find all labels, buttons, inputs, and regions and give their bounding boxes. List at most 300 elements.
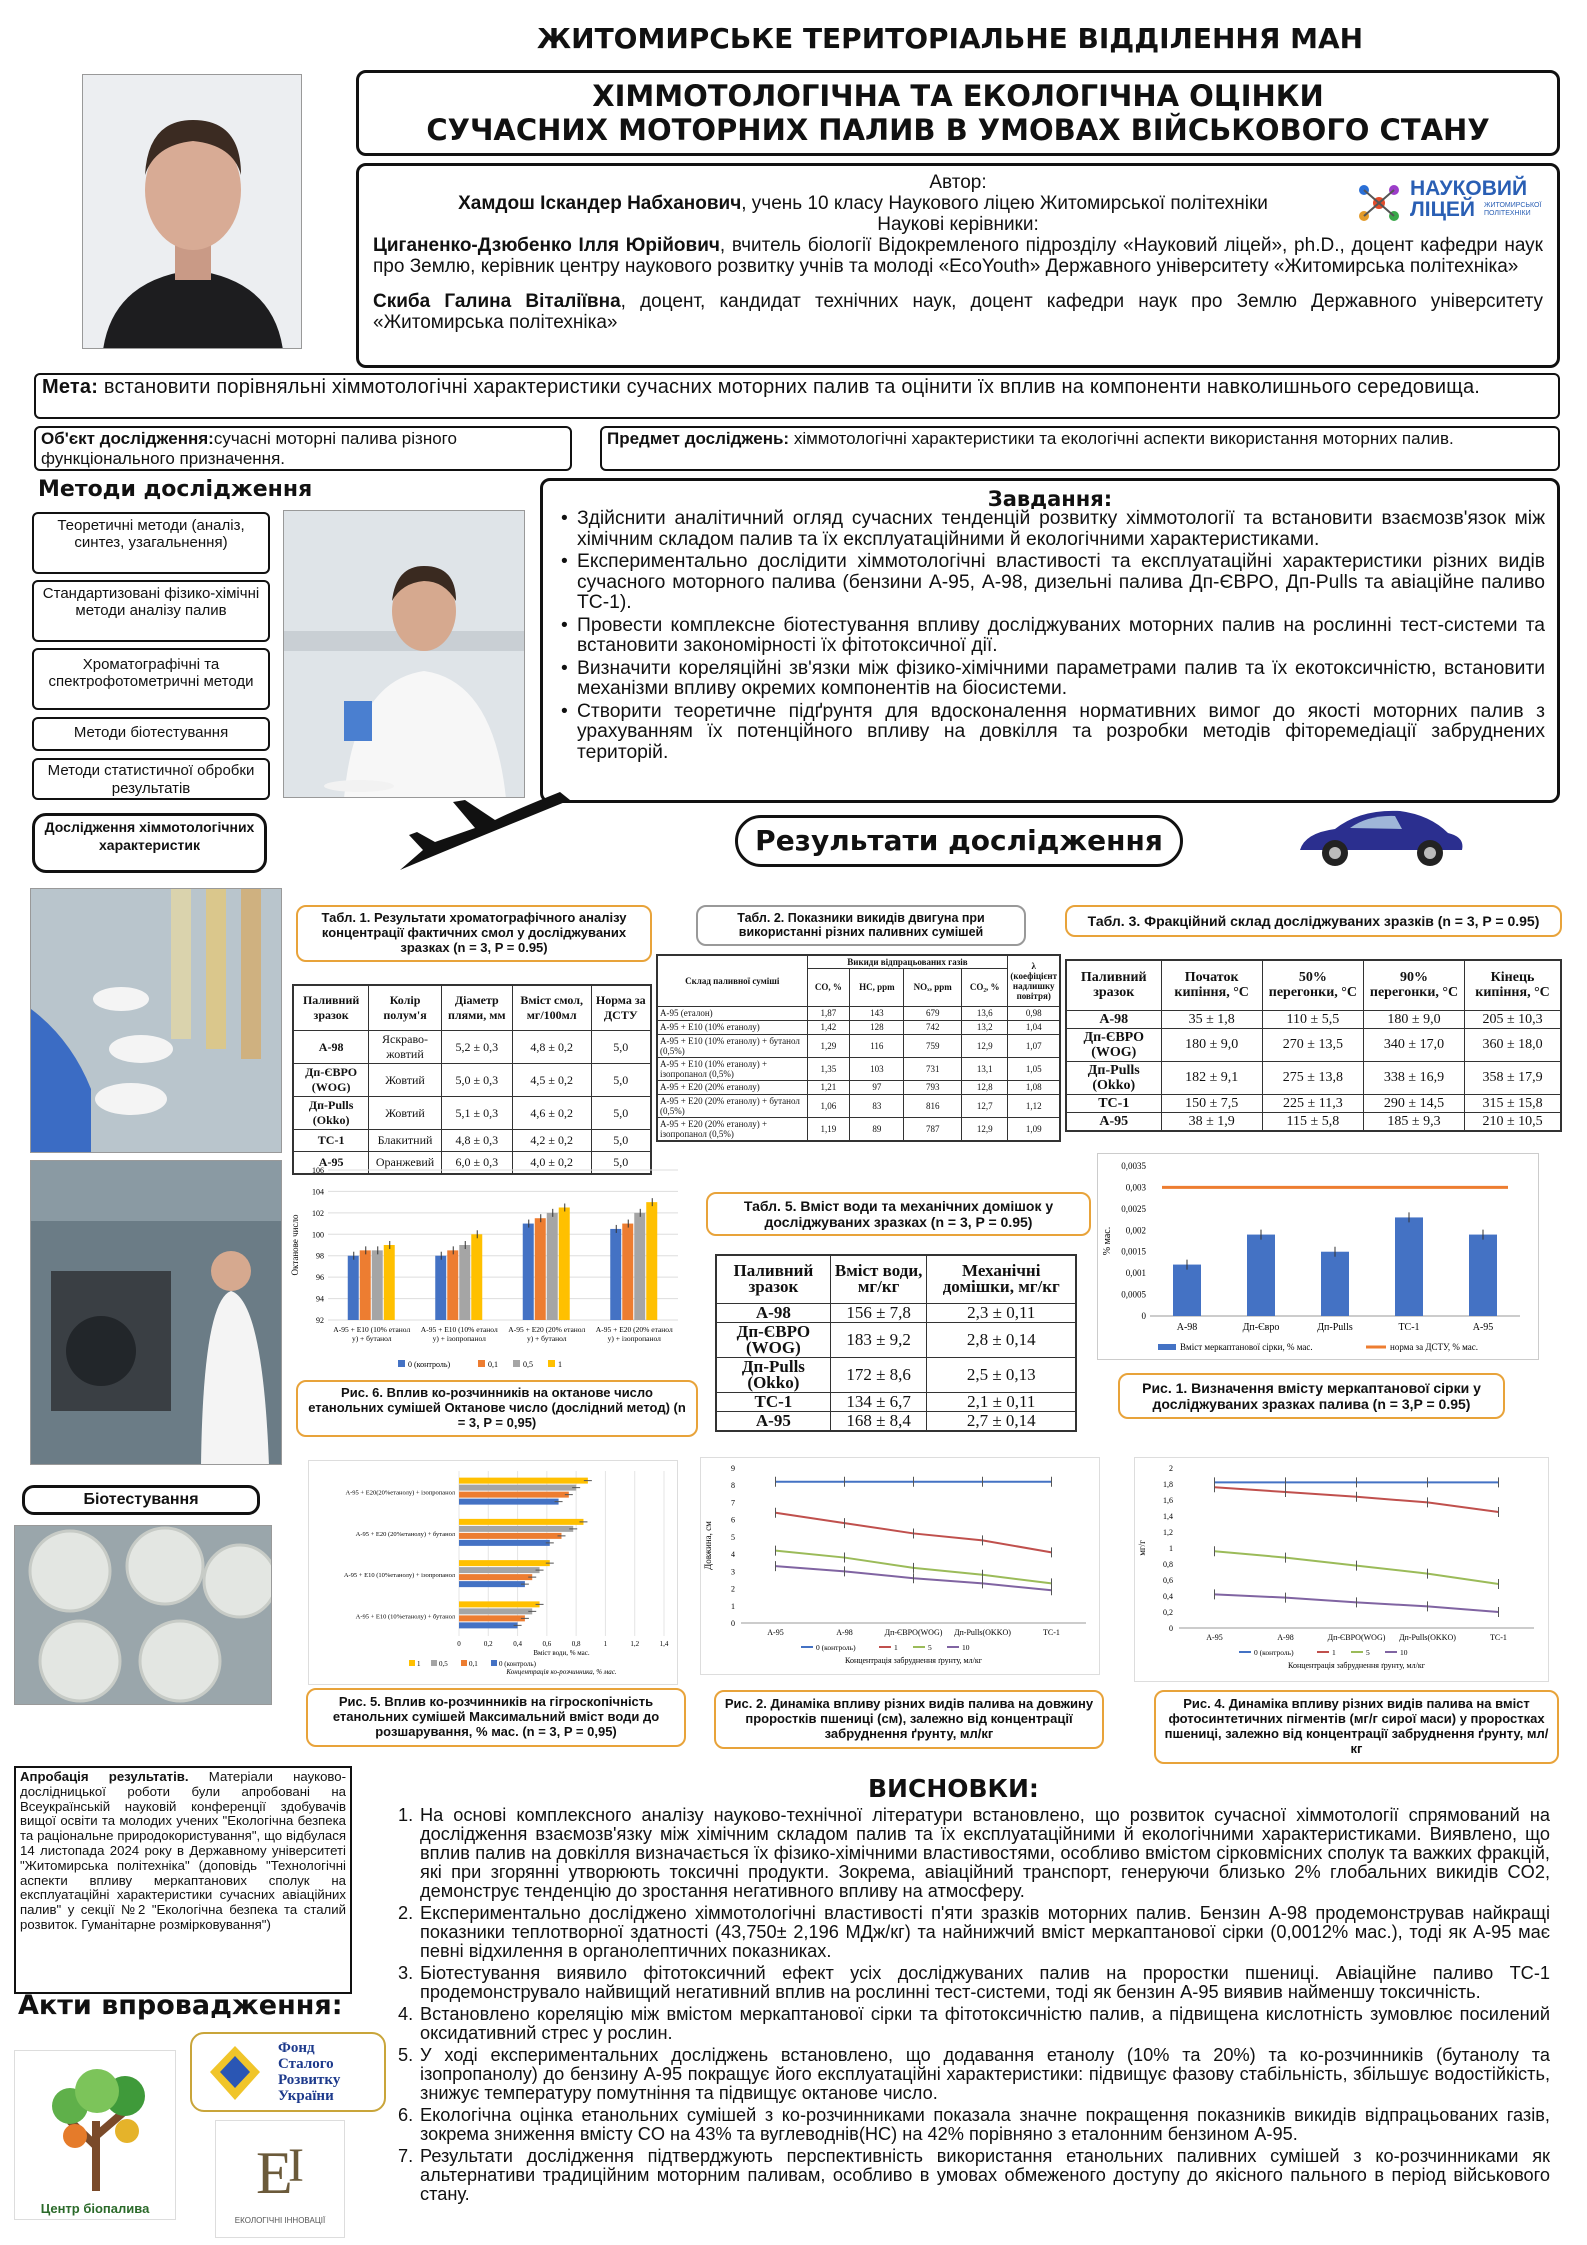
conclusion-item: 2. Експериментально досліджено хіммотологічні властивості п'яти зразків моторних палив. Бензин А-98 продемонстрував найкращі показники теплотворної здатності (43,750± 2,196 МДж/кг) та найнижчий вміст меркаптанової сірки (0,0012% мас.), тоді як А-95 має певні відхилення в органолептичних показниках. [398, 1903, 1550, 1961]
advisor-2 [373, 291, 1543, 333]
table-cell: 143 [850, 1006, 904, 1020]
table-cell: 116 [850, 1034, 904, 1057]
table-cell: ТС-1 [293, 1130, 369, 1152]
y-tick-label: 8 [731, 1481, 735, 1491]
table-cell: Жовтий [369, 1097, 442, 1130]
table-row [657, 1020, 1060, 1034]
fig1-chart [1097, 1153, 1539, 1360]
table-row [293, 1130, 651, 1152]
y-tick-label: 1,8 [1163, 1480, 1173, 1489]
x-axis-label: Концентрація забруднення ґрунту, мл/кг [1288, 1661, 1425, 1670]
legend-label: 0 (контроль) [816, 1643, 856, 1652]
fig4-caption: Рис. 4. Динаміка впливу різних видів палива на вміст фотосинтетичних пігментів (мг/г сирої маси) у проростках пшениці, залежно від концентрації забруднення ґрунту, мл/кг [1154, 1690, 1559, 1764]
table5-caption: Табл. 5. Вміст води та механічних домішок у досліджуваних зразках (n = 3, P = 0.95) [706, 1192, 1091, 1236]
y-tick-label: 5 [731, 1532, 735, 1542]
object-text: сучасні моторні палива різного функціонального призначення. [41, 429, 457, 468]
table-cell: 5,0 [591, 1152, 651, 1174]
y-tick-label: 2 [1169, 1464, 1173, 1473]
conclusions-title: ВИСНОВКИ: [868, 1774, 1039, 1803]
bar [1173, 1265, 1201, 1316]
table-cell: ТС-1 [1066, 1094, 1161, 1112]
y-axis-label: Довжина, см [703, 1521, 713, 1570]
table-cell: 168 ± 8,4 [830, 1411, 927, 1431]
y-tick-label: А-95 + Е20 (20%етанолу) + бутанол [355, 1530, 455, 1538]
table-cell: А-95 + Е10 (10% етанолу) [657, 1020, 807, 1034]
subject-label: Предмет досліджень: [607, 429, 790, 448]
y-tick-label: 0,002 [1125, 1225, 1146, 1236]
lyceum-logo [1354, 178, 1554, 230]
fig2-svg [701, 1458, 1099, 1674]
svg-text:І: І [288, 2139, 304, 2192]
bar [646, 1202, 657, 1320]
table-cell: А-95 (еталон) [657, 1006, 807, 1020]
y-tick-label: 106 [312, 1166, 324, 1175]
hc-label: Дослідження хіммотологічних характеристик [32, 813, 267, 873]
lyceum-logo-line2: ЛІЦЕЙ [1410, 198, 1476, 221]
author-info: , учень 10 класу Наукового ліцею Житомирської політехніки [741, 193, 1268, 214]
advisor-1-name: Циганенко-Дзюбенко Ілля Юрійович [373, 235, 720, 256]
x-tick-label: А-95 + Е10 (10% етанол [420, 1325, 498, 1334]
table-cell: 4,2 ± 0,2 [512, 1130, 591, 1152]
table1 [292, 905, 652, 1175]
y-tick-label: А-95 + Е10 (10%етанолу) + ізопропанол [343, 1572, 455, 1580]
table-cell: Дп-ЄВРО (WOG) [293, 1064, 369, 1097]
bar [459, 1499, 559, 1505]
author-name: Хамдош Іскандер Набханович [458, 193, 742, 214]
bar [1469, 1235, 1497, 1316]
table-header: Колір полум'я [369, 985, 442, 1031]
x-tick-label: у) + бутанол [351, 1334, 392, 1343]
table-row [716, 1303, 1076, 1322]
legend-label: 1 [1332, 1648, 1336, 1657]
table5 [706, 1192, 1091, 1432]
table1-grid [292, 984, 652, 1175]
table-cell: 38 ± 1,9 [1161, 1112, 1262, 1131]
bar [459, 1581, 525, 1587]
advisor-2-info: , доцент, кандидат технічних наук, доцент кафедри наук про Землю Державного університету «Житомирська політехніка» [373, 291, 1543, 333]
y-tick-label: А-95 + Е20(20%етанолу) + ізопропанол [345, 1489, 455, 1497]
bar [535, 1218, 546, 1320]
bio-center-label: Центр біопалива [40, 2201, 150, 2216]
table-cell: 13,2 [962, 1020, 1008, 1034]
legend-label: 1 [417, 1660, 421, 1668]
x-tick-label: ТС-1 [1043, 1628, 1060, 1637]
x-tick-label: Дп-Pulls(OKKO) [954, 1628, 1011, 1637]
y-tick-label: 1 [731, 1601, 735, 1611]
table-cell: 5,0 [591, 1064, 651, 1097]
fig6-svg [288, 1160, 688, 1378]
table-header: Паливний зразок [716, 1255, 830, 1303]
y-tick-label: 0,4 [1163, 1592, 1173, 1601]
table-cell: А-98 [1066, 1010, 1161, 1028]
legend-swatch [513, 1360, 520, 1367]
y-tick-label: 9 [731, 1464, 735, 1473]
bar [1247, 1235, 1275, 1316]
table-cell: 35 ± 1,8 [1161, 1010, 1262, 1028]
table-row [657, 1080, 1060, 1094]
table-cell: 1,21 [807, 1080, 850, 1094]
table-header: Початок кипіння, °C [1161, 960, 1262, 1010]
y-tick-label: 96 [316, 1273, 324, 1283]
advisor-1 [373, 235, 1543, 277]
legend-swatch [409, 1660, 415, 1666]
table-cell: 6,0 ± 0,3 [441, 1152, 512, 1174]
legend-label: 0,1 [488, 1360, 498, 1369]
bar [447, 1250, 458, 1320]
x-tick-label: ТС-1 [1490, 1633, 1507, 1642]
table-row [1066, 1112, 1561, 1131]
table-cell: 1,35 [807, 1057, 850, 1080]
legend-swatch [461, 1660, 467, 1666]
bar [459, 1533, 562, 1539]
y-tick-label: 94 [316, 1294, 324, 1304]
table5-grid [715, 1254, 1077, 1432]
table-cell: 5,1 ± 0,3 [441, 1097, 512, 1130]
y-tick-label: 102 [312, 1208, 324, 1218]
table-cell: Яскраво-жовтий [369, 1031, 442, 1064]
biotest-label: Біотестування [22, 1485, 260, 1515]
author-label: Автор: [929, 172, 987, 193]
bar [459, 1519, 583, 1525]
y-tick-label: 92 [316, 1316, 324, 1325]
table3-grid [1065, 959, 1562, 1132]
bar [459, 1560, 550, 1566]
table2-grid [656, 954, 1061, 1142]
y-tick-label: 0,2 [1163, 1608, 1173, 1617]
table-cell: 89 [850, 1117, 904, 1141]
legend-label: 0,5 [523, 1360, 533, 1369]
fund-logo-l1: Фонд [278, 2040, 315, 2056]
table-cell: 182 ± 9,1 [1161, 1061, 1262, 1094]
approbation-text: Матеріали науково-дослідницької роботи були апробовані на Всеукраїнській науковій конференції здобувачів вищої освіти та молодих учених "Екологічна безпека та раціональне природокористування", що відбулася 14 листопада 2024 року в Державному університеті "Житомирська політехніка" (доповідь "Технологічні аспекти впливу меркаптанових сполук на експлуатаційні характеристики сучасних авіаційних палив" у секції №2 "Екологічна безпека та сталий розвиток. Гуманітарне розмірковування") [20, 1769, 347, 1932]
table-row [293, 1031, 651, 1064]
fund-logo [190, 2032, 386, 2112]
y-axis-label: мг/г [1137, 1540, 1147, 1556]
bar [348, 1256, 359, 1320]
x-tick-label: 0,2 [483, 1640, 493, 1648]
table-header: NOₓ, ppm [904, 968, 962, 1006]
title-line-2: СУЧАСНИХ МОТОРНИХ ПАЛИВ В УМОВАХ ВІЙСЬКОВОГО СТАНУ [426, 113, 1490, 147]
table2 [656, 905, 1061, 1142]
x-tick-label: Дп-ЄВРО(WOG) [1327, 1633, 1386, 1642]
table-cell: 4,0 ± 0,2 [512, 1152, 591, 1174]
y-tick-label: 1,6 [1163, 1496, 1173, 1505]
table-cell: А-95 + Е10 (10% етанолу) + ізопропанол (0,5%) [657, 1057, 807, 1080]
table-cell: 731 [904, 1057, 962, 1080]
results-title: Результати дослідження [735, 815, 1183, 867]
table2-caption: Табл. 2. Показники викидів двигуна при використанні різних паливних сумішей [696, 905, 1026, 946]
table-row [716, 1392, 1076, 1411]
fig6-chart [288, 1160, 688, 1378]
table-row [657, 1094, 1060, 1117]
table-cell: 180 ± 9,0 [1363, 1010, 1464, 1028]
x-tick-label: 0,6 [542, 1640, 552, 1648]
method-item: Стандартизовані фізико-хімічні методи аналізу палив [32, 580, 270, 642]
bar [459, 1492, 569, 1498]
legend-label: 0 (контроль) [1254, 1648, 1294, 1657]
lyceum-logo-line1: НАУКОВИЙ [1410, 177, 1528, 200]
legend-label: 0 (контроль) [499, 1660, 536, 1668]
fig2-chart [700, 1457, 1100, 1675]
table-header: 90% перегонки, °C [1363, 960, 1464, 1010]
fund-logo-l2: Сталого [278, 2056, 334, 2072]
y-tick-label: 7 [731, 1498, 735, 1508]
goal-label: Мета: [42, 376, 99, 398]
x-tick-label: ТС-1 [1398, 1322, 1420, 1333]
legend-swatch [431, 1660, 437, 1666]
table-header: Норма за ДСТУ [591, 985, 651, 1031]
fig2-caption: Рис. 2. Динаміка впливу різних видів палива на довжину проростків пшениці (см), залежно від концентрації забруднення ґрунту, мл/кг [714, 1690, 1104, 1749]
bar [559, 1208, 570, 1321]
y-tick-label: 0,0025 [1121, 1203, 1146, 1214]
table-cell: 97 [850, 1080, 904, 1094]
tasks-list [555, 509, 1545, 763]
table-cell: 103 [850, 1057, 904, 1080]
bar [547, 1213, 558, 1320]
y-tick-label: 2 [731, 1584, 735, 1594]
y-tick-label: 1,4 [1163, 1512, 1173, 1521]
title-line-1: ХІММОТОЛОГІЧНА ТА ЕКОЛОГІЧНА ОЦІНКИ [592, 79, 1324, 113]
x-tick-label: 1,2 [630, 1640, 640, 1648]
y-tick-label: 4 [731, 1550, 735, 1560]
bar [372, 1250, 383, 1320]
table-cell: 787 [904, 1117, 962, 1141]
legend-swatch [1158, 1344, 1176, 1350]
bar [459, 1601, 540, 1607]
table-cell: Дп-Pulls (Okko) [1066, 1061, 1161, 1094]
x-tick-label: 0 [457, 1640, 461, 1648]
bar [1395, 1217, 1423, 1316]
legend-label: 0,5 [439, 1660, 448, 1668]
x-tick-label: 0,8 [571, 1640, 581, 1648]
title-box [356, 70, 1560, 156]
table-cell: А-95 [716, 1411, 830, 1431]
table3 [1065, 905, 1562, 1132]
table-cell: А-98 [716, 1303, 830, 1322]
table-cell: 2,3 ± 0,11 [927, 1303, 1076, 1322]
table-cell: 5,2 ± 0,3 [441, 1031, 512, 1064]
tasks-box [540, 478, 1560, 803]
table-header: Діаметр плями, мм [441, 985, 512, 1031]
fig1-svg [1098, 1154, 1538, 1359]
goal-text: встановити порівняльні хіммотологічні характеристики сучасних моторних палив та оцінити їх вплив на компоненти навколишнього середовища. [98, 376, 1481, 398]
table-header: Вміст води, мг/кг [830, 1255, 927, 1303]
acts-title: Акти впровадження: [18, 1990, 343, 2021]
legend-swatch [398, 1360, 405, 1367]
bar [459, 1622, 518, 1628]
x-axis-label: Концентрація забруднення ґрунту, мл/кг [845, 1656, 982, 1665]
x-tick-label: А-98 [836, 1628, 853, 1637]
x-tick-label: А-95 [1206, 1633, 1223, 1642]
legend-label: норма за ДСТУ, % мас. [1390, 1342, 1479, 1352]
y-tick-label: 0,0015 [1121, 1246, 1146, 1257]
table-cell: 13,6 [962, 1006, 1008, 1020]
table-cell: 183 ± 9,2 [830, 1322, 927, 1357]
y-tick-label: 1 [1169, 1544, 1173, 1553]
table-cell: 172 ± 8,6 [830, 1357, 927, 1392]
x-tick-label: Дп-Євро [1242, 1322, 1280, 1333]
y-tick-label: 0 [1169, 1624, 1173, 1633]
table-cell: 1,07 [1008, 1034, 1060, 1057]
lab-photo [283, 510, 525, 798]
table-cell: 270 ± 13,5 [1262, 1028, 1363, 1061]
y-tick-label: 0 [731, 1619, 735, 1628]
table-cell: 180 ± 9,0 [1161, 1028, 1262, 1061]
y-axis-label: Октанове число [290, 1214, 300, 1276]
table-row [293, 1064, 651, 1097]
task-item: • Провести комплексне біотестування впливу досліджуваних моторних палив на рослинні тест-системи та встановити закономірності їх фітотоксичної дії. [555, 616, 1545, 657]
eco-innov-logo [215, 2120, 345, 2238]
table-cell: 290 ± 14,5 [1363, 1094, 1464, 1112]
approbation-label: Апробація результатів. [20, 1769, 189, 1784]
table-header: Вміст смол, мг/100мл [512, 985, 591, 1031]
table-row [1066, 1010, 1561, 1028]
table-cell: 4,8 ± 0,3 [441, 1130, 512, 1152]
method-item: Методи біотестування [32, 717, 270, 751]
table-header: Склад паливної суміші [657, 955, 807, 1007]
table-cell: 793 [904, 1080, 962, 1094]
table-cell: 210 ± 10,5 [1465, 1112, 1561, 1131]
table1-caption: Табл. 1. Результати хроматографічного аналізу концентрації фактичних смол у досліджуваних зразках (n = 3, P = 0.95) [296, 905, 652, 962]
table-cell: 5,0 ± 0,3 [441, 1064, 512, 1097]
eco-innov-label: ЕКОЛОГІЧНІ ІННОВАЦІЇ [234, 2216, 326, 2225]
conclusion-item: 6. Екологічна оцінка етанольних сумішей з ко-розчинниками показала значне покращення показників викидів відпрацьованих газів, зокрема зниження вмісту CO на 43% та вуглеводнів(HC) на 42% порівняно з еталонним бензином А-95. [398, 2105, 1550, 2144]
table-row [716, 1411, 1076, 1431]
samples-photo [30, 888, 282, 1153]
x-tick-label: А-95 [1472, 1322, 1494, 1333]
legend-label: 0,1 [469, 1660, 478, 1668]
bar [459, 1608, 532, 1614]
conclusion-item: 1. На основі комплексного аналізу науково-технічної літератури встановлено, що розвиток сучасної хіммотології спрямований на дослідження взаємозв'язку між хімічним складом палив та їх експлуатаційними й екологічними характеристиками. Виявлено, що вплив палив на довкілля визначається їх фізико-хімічними властивостями, особливо вмістом сірковмісних сполук та важких фракцій, які при згорянні утворюють токсичні продукти. Зокрема, авіаційний транспорт, генеруючи близько 2% глобальних викидів CO2, демонструє тенденцію до зростання негативного впливу на атмосферу. [398, 1805, 1550, 1901]
methods-title: Методи дослідження [38, 477, 313, 502]
table-cell: 5,0 [591, 1130, 651, 1152]
y-tick-label: 0,0035 [1121, 1161, 1146, 1171]
table-cell: 360 ± 18,0 [1465, 1028, 1561, 1061]
bar [459, 1245, 470, 1320]
legend-label: 1 [558, 1360, 562, 1369]
table-cell: 12,8 [962, 1080, 1008, 1094]
bar [523, 1224, 534, 1320]
table-cell: Блакитний [369, 1130, 442, 1152]
fig5-caption: Рис. 5. Вплив ко-розчинників на гігроскопічність етанольних сумішей Максимальний вміст води до розшарування, % мас. (n = 3, P = 0,95) [306, 1688, 686, 1747]
table-cell: 1,87 [807, 1006, 850, 1020]
fig5-svg [309, 1461, 677, 1684]
table-cell: 110 ± 5,5 [1262, 1010, 1363, 1028]
object-box [34, 426, 572, 471]
legend-label: 10 [962, 1643, 970, 1652]
bio-center-logo [14, 2050, 176, 2220]
advisor-2-name: Скиба Галина Віталіївна [373, 291, 621, 312]
author-line [373, 193, 1353, 214]
table-cell: 4,8 ± 0,2 [512, 1031, 591, 1064]
table-cell: 1,29 [807, 1034, 850, 1057]
task-item: • Визначити кореляційні зв'язки між фізико-хімічними параметрами палив та їх екотоксичністю, встановити механізми впливу окремих компонентів на біосистеми. [555, 659, 1545, 700]
table-cell: Дп-Pulls (Okko) [293, 1097, 369, 1130]
y-tick-label: 0,003 [1125, 1182, 1146, 1193]
lyceum-logo-icon [1354, 178, 1404, 228]
x-tick-label: А-98 [1277, 1633, 1294, 1642]
table-cell: Оранжевий [369, 1152, 442, 1174]
task-item: • Здійснити аналітичний огляд сучасних тенденцій розвитку хіммотології та встановити взаємозв'язок між хімічним складом палив та їх експлуатаційними й екологічними характеристиками. [555, 509, 1545, 550]
table-cell: 1,42 [807, 1020, 850, 1034]
table-cell: 2,5 ± 0,13 [927, 1357, 1076, 1392]
table-cell: 1,04 [1008, 1020, 1060, 1034]
table-cell: 1,12 [1008, 1094, 1060, 1117]
y-tick-label: 0 [1141, 1311, 1146, 1321]
table-cell: 115 ± 5,8 [1262, 1112, 1363, 1131]
y-tick-label: 0,0005 [1121, 1289, 1146, 1300]
table-cell: Жовтий [369, 1064, 442, 1097]
table-header: Кінець кипіння, °C [1465, 960, 1561, 1010]
x-tick-label: 1 [603, 1640, 608, 1648]
y-tick-label: 6 [731, 1515, 735, 1525]
x-tick-label: 1,4 [659, 1640, 669, 1648]
table-cell: А-95 + Е20 (20% етанолу) + бутанол (0,5%) [657, 1094, 807, 1117]
legend-swatch [478, 1360, 485, 1367]
table-header: Механічні домішки, мг/кг [927, 1255, 1076, 1303]
y-tick-label: 3 [731, 1567, 735, 1577]
conclusions-list [398, 1806, 1550, 2207]
conclusion-item: 3. Біотестування виявило фітотоксичний ефект усіх досліджуваних палив на проростки пшениці. Авіаційне паливо ТС-1 продемонструвало найвищий негативний вплив на рослинні тест-системи, тоді як бензин А-95 виявив найменшу токсичність. [398, 1963, 1550, 2002]
table-cell: 0,98 [1008, 1006, 1060, 1020]
table-cell: 12,9 [962, 1117, 1008, 1141]
table-cell: ТС-1 [716, 1392, 830, 1411]
y-tick-label: 1,2 [1163, 1528, 1173, 1537]
y-tick-label: 0,6 [1163, 1576, 1173, 1585]
bar [435, 1256, 446, 1320]
x-tick-label: у) + бутанол [526, 1334, 567, 1343]
table-cell: 4,6 ± 0,2 [512, 1097, 591, 1130]
bar [610, 1229, 621, 1320]
table-cell: 358 ± 17,9 [1465, 1061, 1561, 1094]
bar [459, 1567, 540, 1573]
table-cell: Дп-ЄВРО (WOG) [716, 1322, 830, 1357]
advisor-1-info: , вчитель біології Відокремленого підрозділу «Науковий ліцей», ph.D., доцент кафедри наук про Землю, керівник центру наукового розвитку учнів та молоді «EcoYouth» Державного університету «Житомирська політехніка» [373, 235, 1543, 277]
table-row [657, 1006, 1060, 1020]
table-cell: 13,1 [962, 1057, 1008, 1080]
goal-box [34, 373, 1560, 419]
table-cell: 816 [904, 1094, 962, 1117]
fig5-chart [308, 1460, 678, 1685]
table-row [1066, 1094, 1561, 1112]
legend-swatch [548, 1360, 555, 1367]
table-cell: 1,19 [807, 1117, 850, 1141]
legend-label: 5 [1366, 1648, 1370, 1657]
table-cell: 225 ± 11,3 [1262, 1094, 1363, 1112]
table-row [293, 1097, 651, 1130]
table-row [1066, 1028, 1561, 1061]
fig1-caption: Рис. 1. Визначення вмісту меркаптанової сірки у досліджуваних зразках палива (n = 3,P = 0.95) [1118, 1373, 1505, 1419]
table-cell: 315 ± 15,8 [1465, 1094, 1561, 1112]
table-cell: А-98 [293, 1031, 369, 1064]
conclusion-item: 4. Встановлено кореляцію між вмістом меркаптанової сірки та фітотоксичністю палив, а підвищена кислотність зумовлює посилений оксидативний стрес у рослин. [398, 2004, 1550, 2043]
table-row [1066, 1061, 1561, 1094]
table-cell: 2,8 ± 0,14 [927, 1322, 1076, 1357]
legend-label: 5 [928, 1643, 932, 1652]
bar [459, 1526, 573, 1532]
table-cell: 1,06 [807, 1094, 850, 1117]
table-cell: 205 ± 10,3 [1465, 1010, 1561, 1028]
airplane-icon [395, 780, 575, 880]
table-cell: 1,08 [1008, 1080, 1060, 1094]
fund-logo-l3: Розвитку [278, 2072, 341, 2088]
y-tick-label: 0,001 [1125, 1268, 1146, 1279]
table-cell: 156 ± 7,8 [830, 1303, 927, 1322]
lyceum-logo-sub: ЖИТОМИРСЬКОЇ ПОЛІТЕХНІКИ [1484, 202, 1542, 217]
x-tick-label: у) + ізопропанол [607, 1334, 661, 1343]
fig6-caption: Рис. 6. Вплив ко-розчинників на октанове число етанольних сумішей Октанове число (дослідний метод) (n = 3, P = 0,95) [296, 1380, 698, 1437]
tasks-title: Завдання: [987, 487, 1113, 511]
